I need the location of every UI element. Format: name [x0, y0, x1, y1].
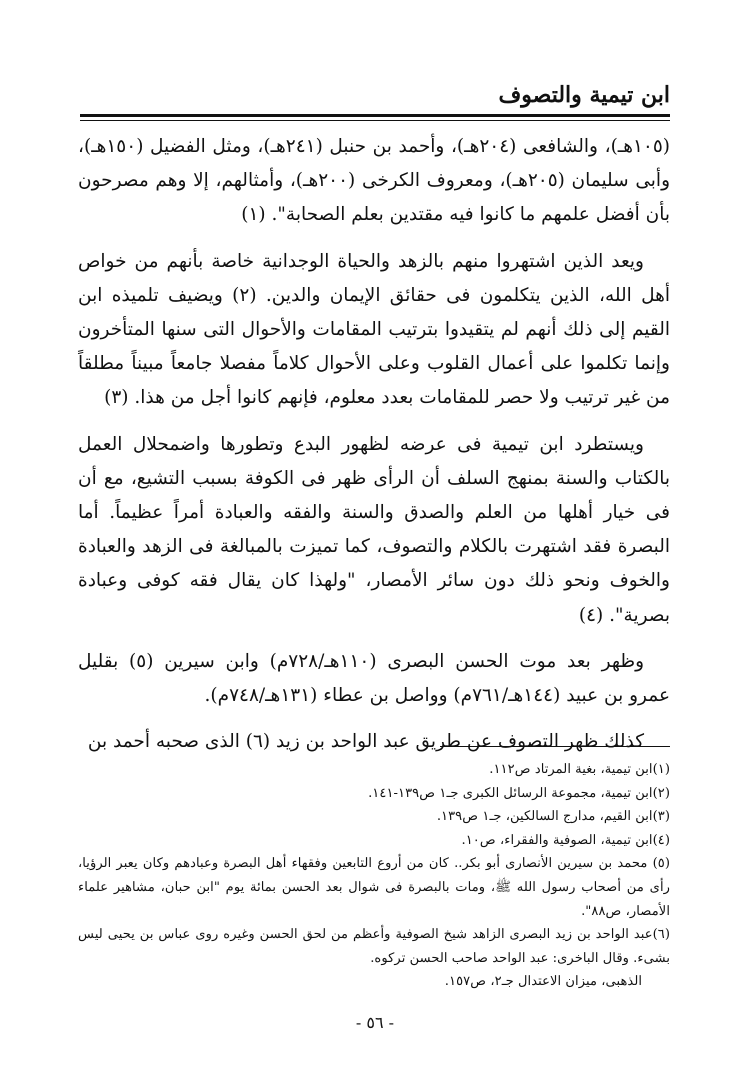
page-number: - ٥٦ - — [355, 1013, 395, 1032]
paragraph: ويستطرد ابن تيمية فى عرضه لظهور البدع وتطورها واضمحلال العمل بالكتاب والسنة بمنهج السلف أن الرأى ظهر فى الكوفة بسبب التشيع، مع أن فى خيار أهلها من العلم والصدق والسنة والفقه والعبادة أمراً عظيماً. أما البصرة فقد اشتهرت بالكلام والتصوف، كما تميزت بالمبالغة فى الزهد والعبادة والخوف ونحو ذلك دون سائر الأمصار، "ولهذا كان يقال فقه كوفى وعبادة بصرية". (٤) — [78, 433, 670, 626]
running-head: ابن تيمية والتصوف — [498, 82, 670, 108]
footnote: (٥) محمد بن سيرين الأنصارى أبو بكر.. كان من أروع التابعين وفقهاء أهل البصرة وعبادهم وكان يعبر الرؤيا، رأى من أصحاب رسول الله ﷺ، ومات بالبصرة فى شوال بعد الحسن بمائة يوم "ابن حبان، مشاهير علماء الأمصار، ص٨٨". — [78, 856, 670, 919]
footnote: (٤)ابن تيمية، الصوفية والفقراء، ص١٠. — [461, 832, 670, 848]
paragraph: ويعد الذين اشتهروا منهم بالزهد والحياة الوجدانية خاصة بأنهم من خواص أهل الله، الذين يتكلمون فى حقائق الإيمان والدين. (٢) ويضيف تلميذه ابن القيم إلى ذلك أنهم لم يتقيدوا بترتيب المقامات والأحوال التى سنها المتأخرون وإنما تكلموا على أعمال القلوب وعلى الأحوال كلاماً مفصلا جامعاً مبيناً مطلقاً من غير ترتيب ولا حصر للمقامات بعدد معلوم، فإنهم كانوا أجل من هذا. (٣) — [78, 250, 670, 409]
footnote: (٣)ابن القيم، مدارج السالكين، جـ١ ص١٣٩. — [436, 809, 670, 825]
footnote-rule — [440, 746, 670, 747]
paragraph: وظهر بعد موت الحسن البصرى (١١٠هـ/٧٢٨م) وابن سيرين (٥) بقليل عمرو بن عبيد (١٤٤هـ/٧٦١م) وواصل بن عطاء (١٣١هـ/٧٤٨م). — [78, 650, 670, 707]
body-text — [78, 130, 670, 771]
footnote: (٢)ابن تيمية، مجموعة الرسائل الكبرى جـ١ ص١٣٩-١٤١. — [368, 785, 670, 801]
paragraph: كذلك ظهر التصوف عن طريق عبد الواحد بن زيد (٦) الذى صحبه أحمد بن — [87, 731, 644, 753]
paragraph: (١٠٥هـ)، والشافعى (٢٠٤هـ)، وأحمد بن حنبل (٢٤١هـ)، ومثل الفضيل (١٥٠هـ)، وأبى سليمان (٢٠٥هـ)، ومعروف الكرخى (٢٠٠هـ)، وأمثالهم، إلا وهم مصرحون بأن أفضل علمهم ما كانوا فيه مقتدين بعلم الصحابة". (١) — [78, 136, 671, 226]
footnote-continuation: الذهبى، ميزان الاعتدال جـ٢، ص١٥٧. — [444, 974, 642, 990]
footnotes — [78, 758, 670, 994]
header-rule — [80, 114, 670, 121]
footnote: (١)ابن تيمية، بغية المرتاد ص١١٢. — [489, 762, 670, 777]
footnote: (٦)عبد الواحد بن زيد البصرى الزاهد شيخ الصوفية وأعظم من لحق الحسن وغيره روى عباس بن يحيى ليس بشىء. وقال الباخرى: عبد الواحد صاحب الحسن تركوه. — [78, 927, 670, 966]
